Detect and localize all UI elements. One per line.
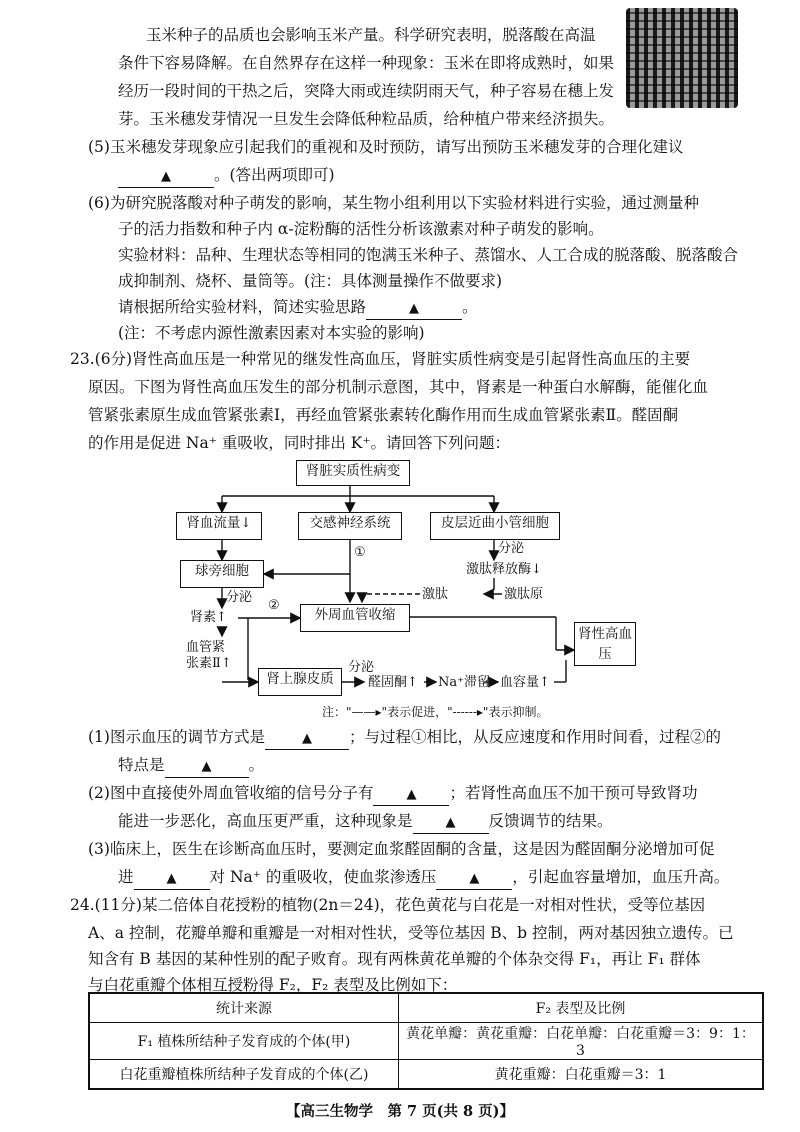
- q23-2-blank-1[interactable]: ▲: [373, 783, 449, 806]
- q23-line-3: 管紧张素原生成血管紧张素Ⅰ，再经血管紧张素转化酶作用而生成血管紧张素Ⅱ。醛固酮: [88, 406, 679, 424]
- q6-line-5: 请根据所给实验材料，简述实验思路 ▲ 。: [118, 294, 478, 320]
- diagram-blood-volume: 血容量↑: [500, 675, 550, 690]
- table-cell-result: 黄花单瓣：黄花重瓣：白花单瓣：白花重瓣＝3：9：1：3: [399, 1023, 764, 1060]
- q6-line-3: 实验材料：品种、生理状态等相同的饱满玉米种子、蒸馏水、人工合成的脱落酸、脱落酸合: [118, 246, 739, 264]
- diagram-box-renal-flow: 肾血流量↓: [176, 512, 262, 540]
- q23-1-line-2: 特点是 ▲ 。: [118, 752, 264, 778]
- q23-3-line-2: 进 ▲ 对 Na⁺ 的重吸收，使血浆渗透压 ▲ ，引起血容量增加，血压升高。: [118, 864, 729, 890]
- q24-line-3: 知含有 B 基因的某种性别的配子败育。现有两株黄花单瓣的个体杂交得 F₁，再让 F₁ 群体: [88, 950, 701, 968]
- q23-2-blank-2[interactable]: ▲: [413, 811, 489, 834]
- q6-answer-blank[interactable]: ▲: [366, 297, 462, 320]
- q24-line-4: 与白花重瓣个体相互授粉得 F₂，F₂ 表型及比例如下：: [88, 976, 458, 994]
- q23-line-1: 23.(6分)肾性高血压是一种常见的继发性高血压，肾脏实质性病变是引起肾性高血压的主要: [70, 350, 691, 368]
- f2-results-table: [88, 992, 764, 1090]
- q6-note: (注：不考虑内源性激素因素对本实验的影响): [118, 324, 425, 342]
- q23-3-blank-2[interactable]: ▲: [436, 867, 512, 890]
- page-footer: 【高三生物学 第 7 页(共 8 页)】: [285, 1103, 515, 1120]
- q23-3-line-1: (3)临床上，医生在诊断高血压时，要测定血浆醛固酮的含量，这是因为醛固酮分泌增加可促: [88, 840, 715, 858]
- q23-line-4: 的作用是促进 Na⁺ 重吸收，同时排出 K⁺。请回答下列问题：: [88, 434, 511, 452]
- diagram-kinin: 激肽: [422, 587, 449, 602]
- q23-1-blank-1[interactable]: ▲: [265, 727, 349, 750]
- q6-line-4: 成抑制剂、烧杯、量筒等。(注：具体测量操作不做要求): [118, 272, 503, 290]
- table-row: [89, 1023, 763, 1060]
- diagram-secrete-tubule: 分泌: [498, 541, 525, 556]
- diagram-box-renal-disease: 肾脏实质性病变: [296, 460, 410, 486]
- q23-1-line-1: (1)图示血压的调节方式是 ▲ ；与过程①相比，从反应速度和作用时间看，过程②的: [88, 724, 721, 750]
- q23-2-line-1: (2)图中直接使外周血管收缩的信号分子有 ▲ ；若肾性高血压不加干预可导致肾功: [88, 780, 697, 806]
- q23-2-line-2: 能进一步恶化，高血压更严重，这种现象是 ▲ 反馈调节的结果。: [118, 808, 613, 834]
- q5-answer-blank[interactable]: ▲: [118, 165, 214, 188]
- diagram-kininogen: 激肽原: [504, 587, 544, 602]
- q23-3-blank-1[interactable]: ▲: [134, 867, 210, 890]
- table-row: [89, 1060, 763, 1090]
- diagram-box-tubule: 皮层近曲小管细胞: [430, 512, 560, 540]
- diagram-box-sympathetic: 交感神经系统: [298, 512, 402, 540]
- table-cell-result: 黄花重瓣：白花重瓣＝3：1: [399, 1060, 764, 1090]
- diagram-box-vasoconstriction: 外周血管收缩: [300, 604, 410, 632]
- diagram-box-hypertension: 肾性高血压: [574, 622, 636, 666]
- diagram-secrete-adrenal: 分泌: [348, 660, 375, 675]
- intro-line-2: 条件下容易降解。在自然界存在这样一种现象：玉米在即将成熟时，如果: [118, 54, 615, 72]
- diagram-kininase: 激肽释放酶↓: [466, 562, 542, 577]
- table-cell-source: F₁ 植株所结种子发育成的个体(甲): [89, 1023, 399, 1060]
- q5-line-2: ▲ 。(答出两项即可): [118, 162, 335, 188]
- diagram-renin: 肾素↑: [190, 610, 227, 625]
- q6-line-1: (6)为研究脱落酸对种子萌发的影响，某生物小组利用以下实验材料进行实验，通过测量种: [88, 194, 699, 212]
- diagram-circle-2: ②: [268, 598, 280, 613]
- diagram-legend: 注："——▸"表示促进，"------▸"表示抑制。: [322, 705, 549, 719]
- diagram-aldosterone: 醛固酮↑: [368, 675, 418, 690]
- q23-1-blank-2[interactable]: ▲: [165, 755, 249, 778]
- table-header-row: [89, 993, 763, 1023]
- intro-line-3: 经历一段时间的干热之后，突降大雨或连续阴雨天气，种子容易在穗上发: [118, 82, 615, 100]
- diagram-circle-1: ①: [354, 545, 366, 560]
- table-cell-source: 白花重瓣植株所结种子发育成的个体(乙): [89, 1060, 399, 1090]
- q23-line-2: 原因。下图为肾性高血压发生的部分机制示意图，其中，肾素是一种蛋白水解酶，能催化血: [88, 378, 709, 396]
- table-header-source: 统计来源: [89, 993, 399, 1023]
- q5-line-1: (5)玉米穗发芽现象应引起我们的重视和及时预防，请写出预防玉米穗发芽的合理化建议: [88, 138, 684, 156]
- diagram-na-retention: Na⁺滞留: [438, 675, 490, 690]
- table-header-result: F₂ 表型及比例: [399, 993, 764, 1023]
- q24-line-2: A、a 控制，花瓣单瓣和重瓣是一对相对性状，受等位基因 B、b 控制，两对基因独立遗传。已: [88, 924, 734, 942]
- diagram-box-adrenal: 肾上腺皮质: [258, 668, 342, 696]
- diagram-secrete-juxta: 分泌: [226, 590, 253, 605]
- intro-line-1: 玉米种子的品质也会影响玉米产量。科学研究表明，脱落酸在高温: [146, 26, 596, 44]
- intro-line-4: 芽。玉米穗发芽情况一旦发生会降低种粒品质，给种植户带来经济损失。: [118, 110, 615, 128]
- q24-line-1: 24.(11分)某二倍体自花授粉的植物(2n＝24)，花色黄花与白花是一对相对性状，受等位基因: [70, 896, 706, 914]
- diagram-angiotensin: 血管紧张素Ⅱ↑: [186, 640, 232, 671]
- q6-line-2: 子的活力指数和种子内 α-淀粉酶的活性分析该激素对种子萌发的影响。: [118, 220, 604, 238]
- diagram-box-juxta: 球旁细胞: [180, 560, 264, 588]
